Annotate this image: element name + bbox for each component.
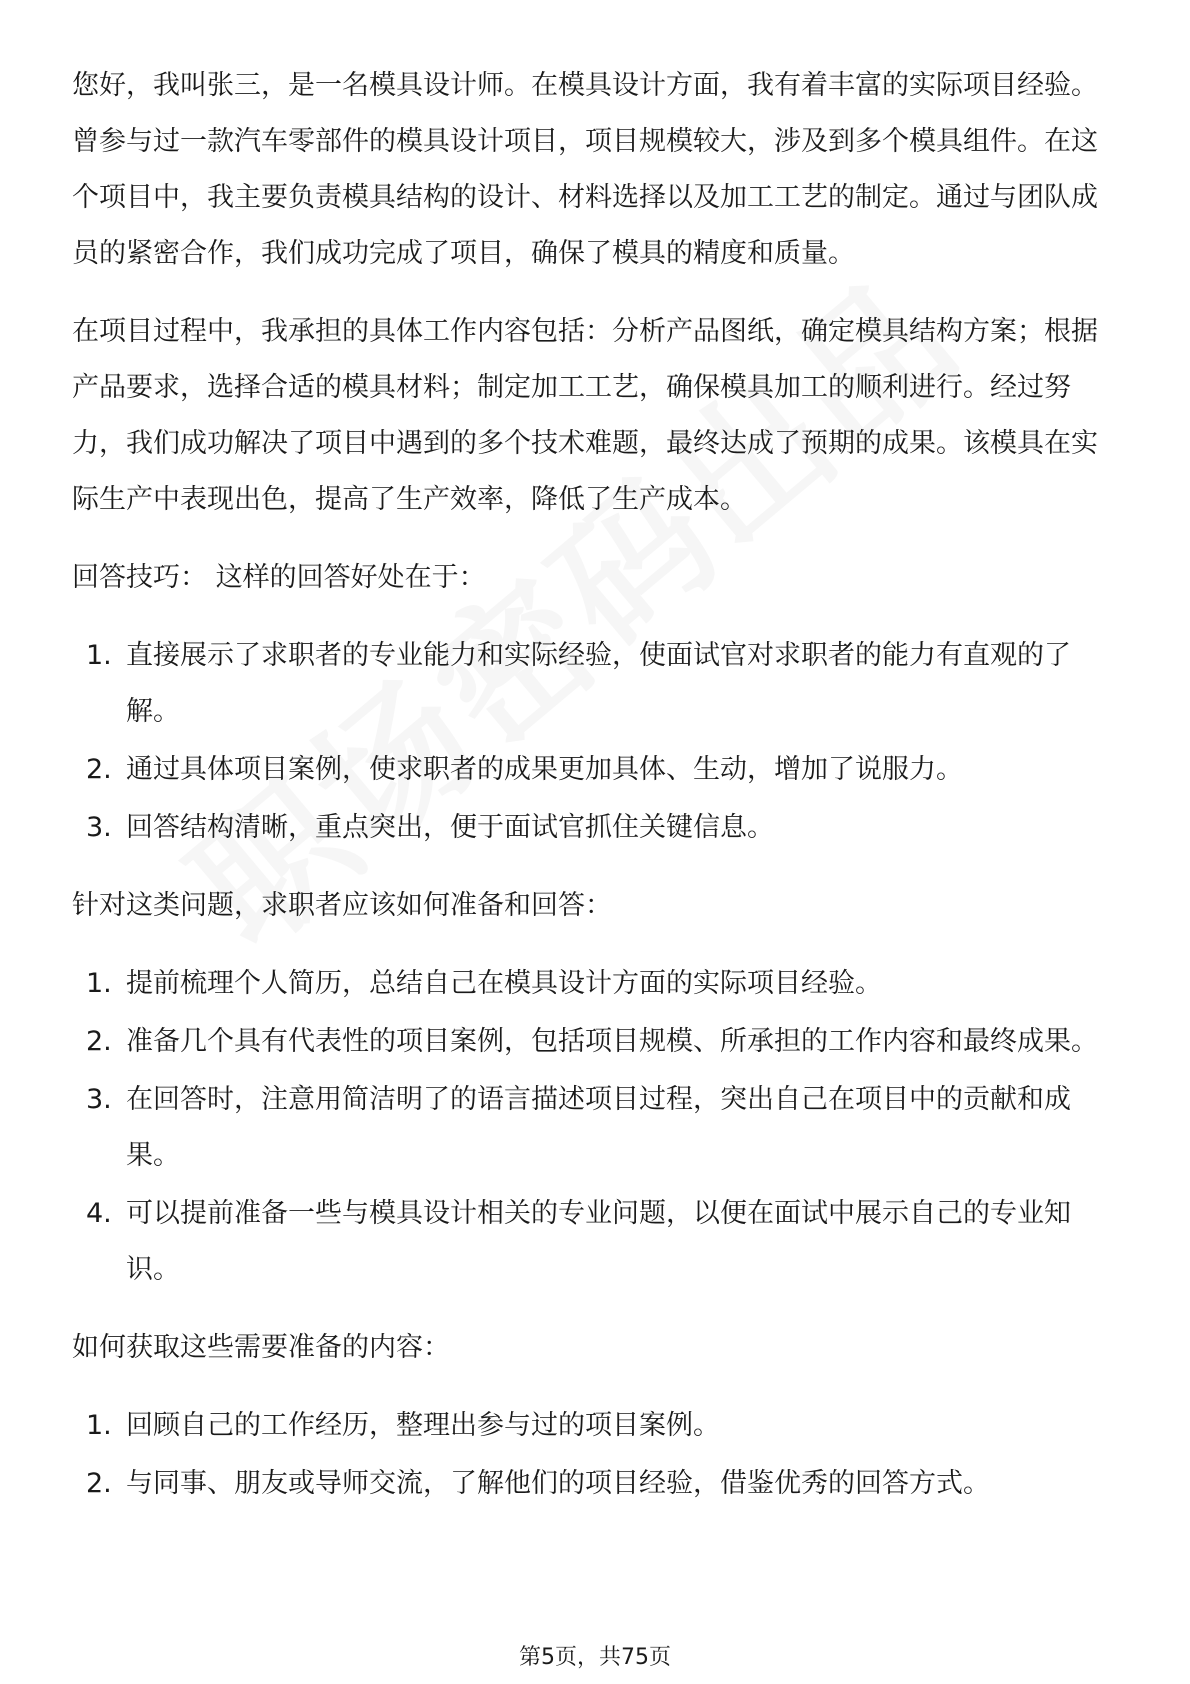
tips-list: [72, 628, 1118, 856]
list-item-text: 与同事、朋友或导师交流，了解他们的项目经验，借鉴优秀的回答方式。: [126, 1468, 990, 1499]
page-number: 第5页，共75页: [519, 1645, 671, 1670]
tips-heading: 回答技巧： 这样的回答好处在于：: [72, 562, 486, 593]
list-item-text: 通过具体项目案例，使求职者的成果更加具体、生动，增加了说服力。: [126, 754, 963, 785]
work-content-paragraph: 在项目过程中，我承担的具体工作内容包括：分析产品图纸，确定模具结构方案；根据产品要求，选择合适的模具材料；制定加工工艺，确保模具加工的顺利进行。经过努力，我们成功解决了项目中遇到的多个技术难题，最终达成了预期的成果。该模具在实际生产中表现出色，提高了生产效率，降低了生产成本。: [72, 316, 1098, 515]
list-item-text: 直接展示了求职者的专业能力和实际经验，使面试官对求职者的能力有直观的了解。: [126, 640, 1071, 727]
list-item-text: 回答结构清晰，重点突出，便于面试官抓住关键信息。: [126, 812, 774, 843]
list-item-text: 可以提前准备一些与模具设计相关的专业问题，以便在面试中展示自己的专业知识。: [126, 1198, 1071, 1285]
list-item: [72, 1456, 1118, 1512]
list-number: 2.: [86, 1026, 112, 1057]
list-number: 2.: [86, 1468, 112, 1499]
list-number: 1.: [86, 640, 112, 671]
list-item: [72, 1186, 1118, 1298]
list-number: 2.: [86, 754, 112, 785]
list-number: 3.: [86, 812, 112, 843]
list-item: [72, 1014, 1118, 1070]
obtain-heading: 如何获取这些需要准备的内容：: [72, 1332, 450, 1363]
list-number: 1.: [86, 968, 112, 999]
prepare-list: [72, 956, 1118, 1298]
list-number: 1.: [86, 1410, 112, 1441]
prepare-heading: 针对这类问题，求职者应该如何准备和回答：: [72, 890, 612, 921]
list-item: [72, 800, 1118, 856]
list-item: [72, 956, 1118, 1012]
list-item-text: 准备几个具有代表性的项目案例，包括项目规模、所承担的工作内容和最终成果。: [126, 1026, 1098, 1057]
list-number: 3.: [86, 1084, 112, 1115]
list-item-text: 提前梳理个人简历，总结自己在模具设计方面的实际项目经验。: [126, 968, 882, 999]
list-item-text: 回顾自己的工作经历，整理出参与过的项目案例。: [126, 1410, 720, 1441]
document-body: [72, 58, 1118, 1534]
list-number: 4.: [86, 1198, 112, 1229]
intro-paragraph: 您好，我叫张三，是一名模具设计师。在模具设计方面，我有着丰富的实际项目经验。曾参与过一款汽车零部件的模具设计项目，项目规模较大，涉及到多个模具组件。在这个项目中，我主要负责模具结构的设计、材料选择以及加工工艺的制定。通过与团队成员的紧密合作，我们成功完成了项目，确保了模具的精度和质量。: [72, 70, 1098, 269]
list-item: [72, 1072, 1118, 1184]
list-item: [72, 742, 1118, 798]
list-item: [72, 1398, 1118, 1454]
list-item-text: 在回答时，注意用简洁明了的语言描述项目过程，突出自己在项目中的贡献和成果。: [126, 1084, 1071, 1171]
list-item: [72, 628, 1118, 740]
obtain-list: [72, 1398, 1118, 1512]
